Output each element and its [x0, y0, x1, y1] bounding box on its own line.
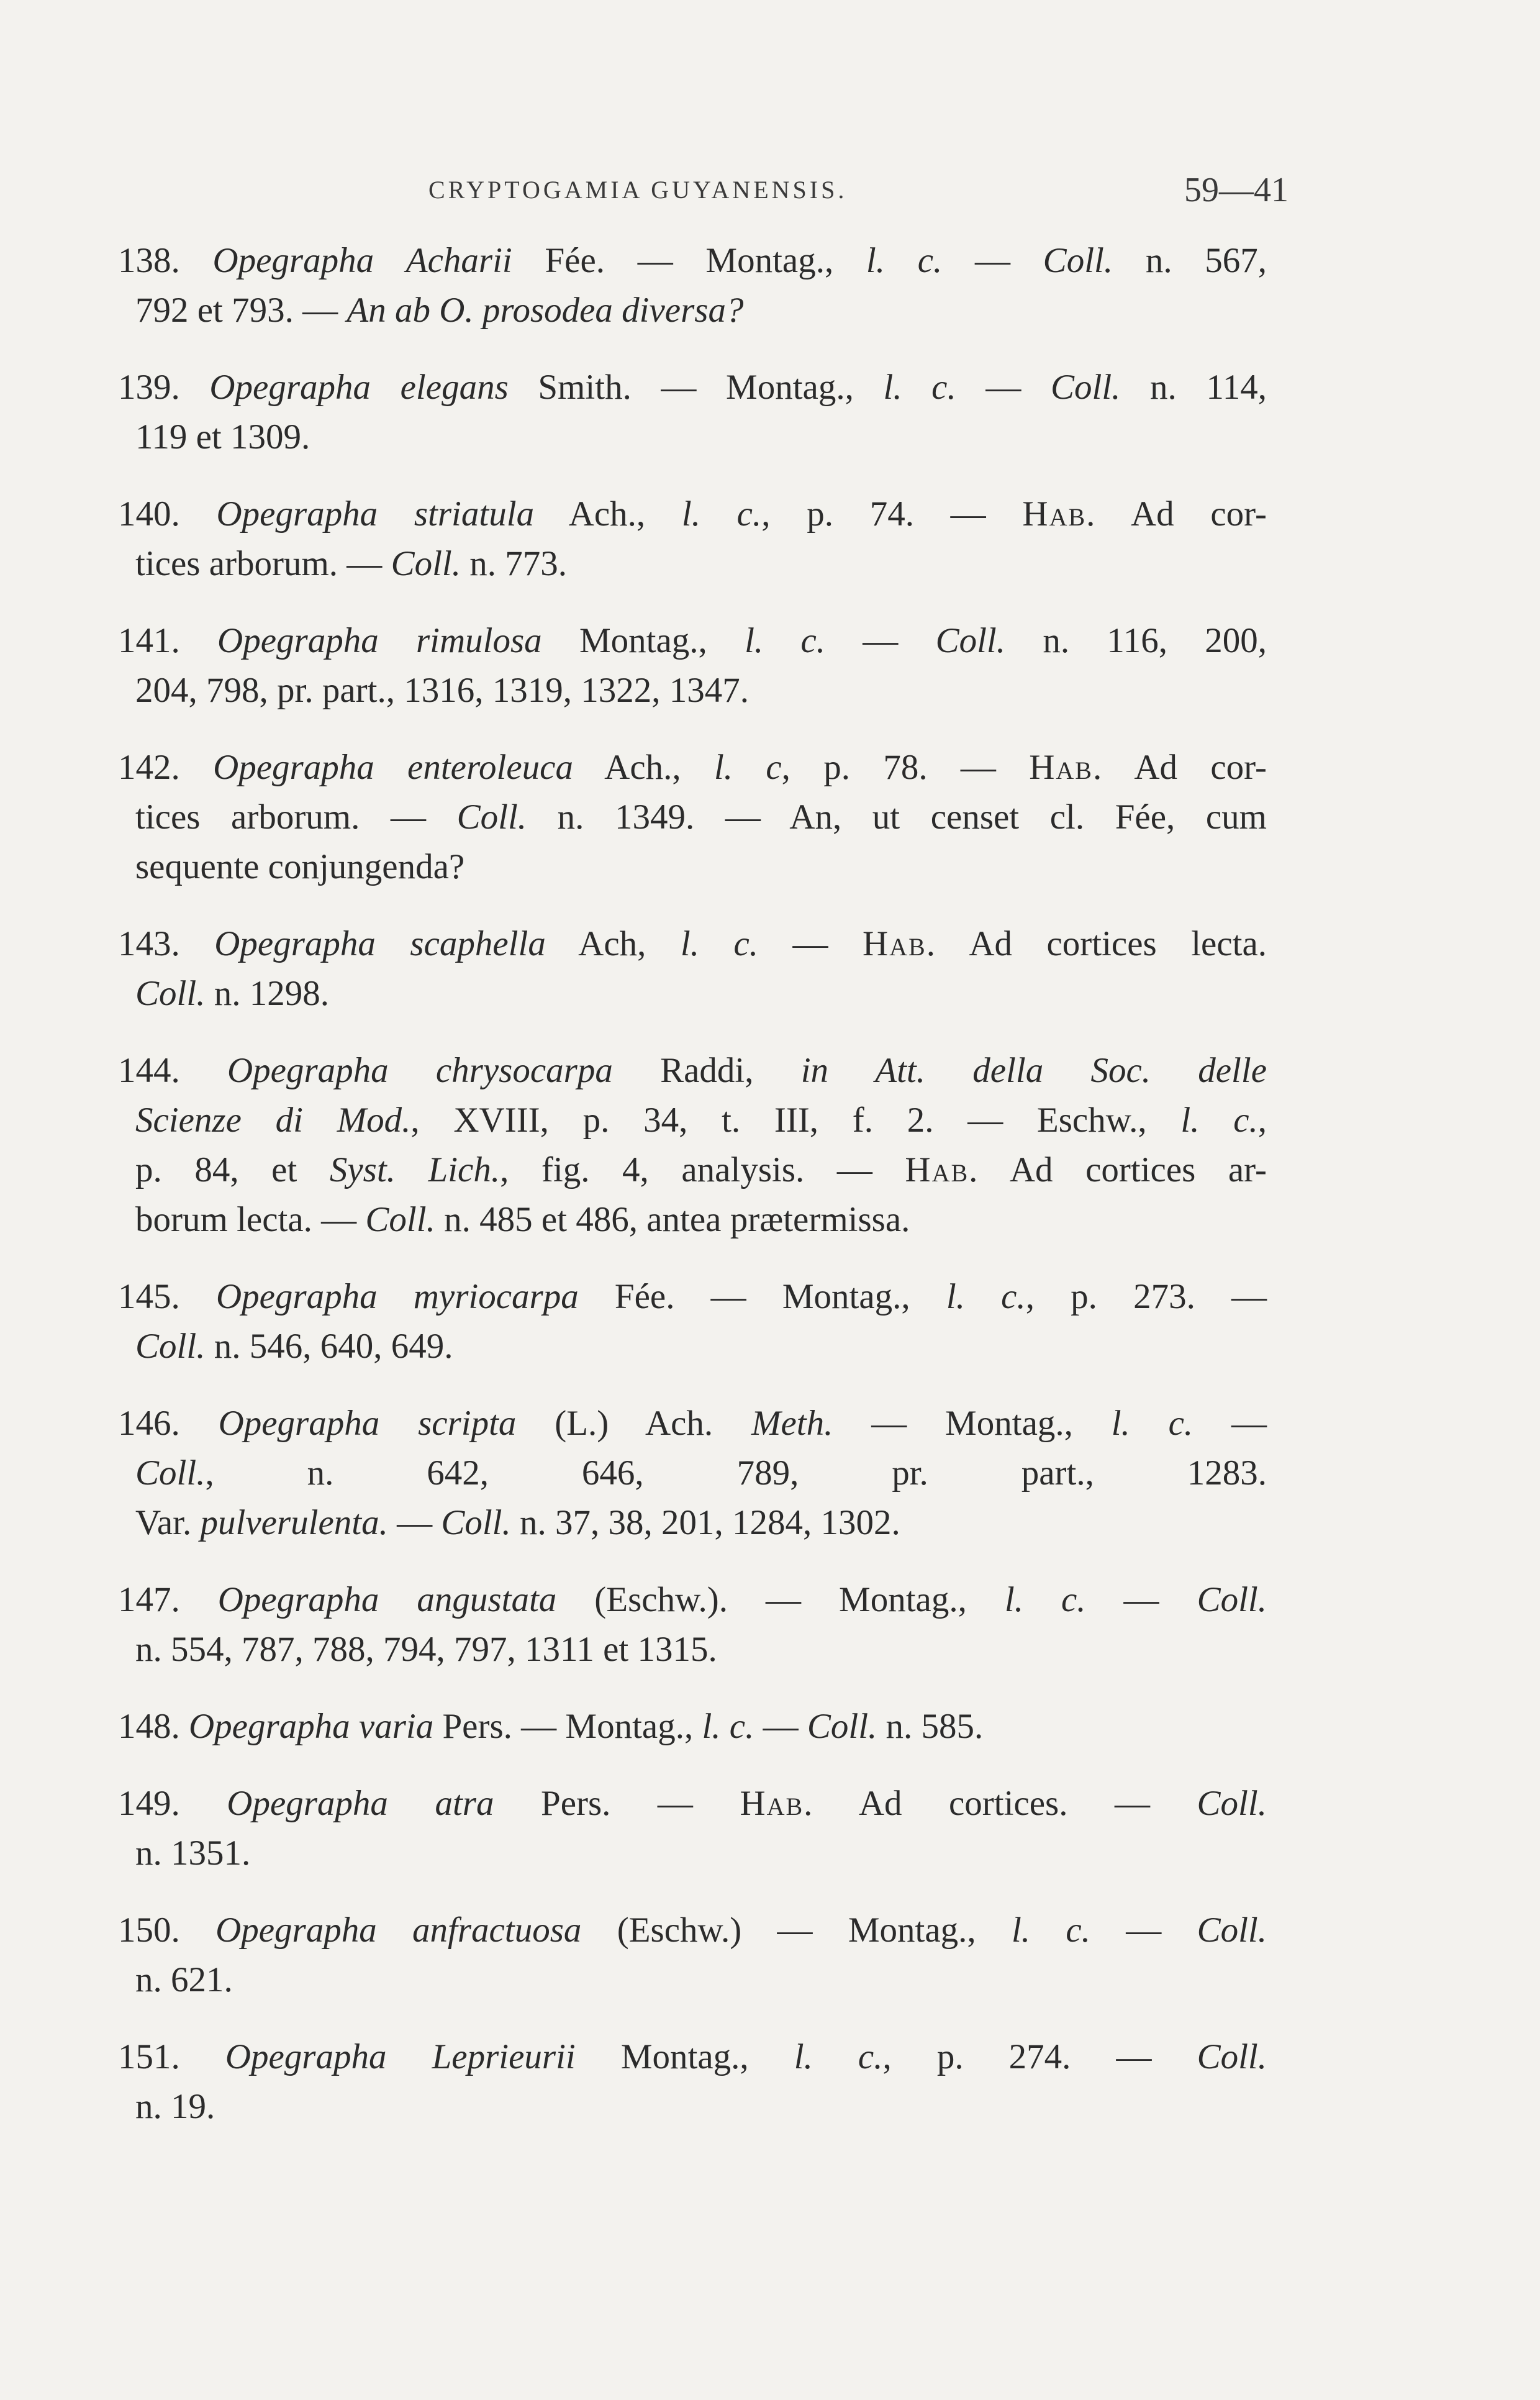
text-run: , n. 642, 646, 789, pr. part., 1283. — [205, 1453, 1267, 1493]
text-run: 151. — [118, 2037, 225, 2076]
entry-paragraph — [118, 1906, 1267, 2005]
text-run: l. c. — [702, 1707, 754, 1746]
entry-line — [118, 1448, 1267, 1498]
text-run: n. 585. — [877, 1707, 984, 1746]
entry-line — [118, 1399, 1267, 1448]
text-run: Raddi, — [612, 1051, 801, 1090]
text-run: Opegrapha enteroleuca — [213, 748, 573, 787]
entry-line — [118, 1096, 1267, 1145]
text-run: l. c. — [1004, 1580, 1086, 1619]
text-run: Ach., — [573, 748, 714, 787]
entry-line — [118, 2082, 1267, 2132]
text-run: l. c. — [883, 368, 956, 407]
text-run: Montag., — [575, 2037, 794, 2076]
text-run: n. 37, 38, 201, 1284, 1302. — [510, 1503, 900, 1542]
text-run: Coll. — [456, 798, 527, 837]
entry-paragraph — [118, 919, 1267, 1019]
text-run: , p. 273. — — [1025, 1277, 1267, 1316]
entry-list — [118, 236, 1267, 2159]
text-run: Opegrapha Acharii — [212, 241, 512, 280]
entry-line — [118, 743, 1267, 793]
text-run: Opegrapha Leprieurii — [225, 2037, 576, 2076]
text-run: — — [956, 368, 1051, 407]
entry-line — [118, 236, 1267, 286]
text-run: , p. 74. — — [761, 494, 1023, 534]
entry-line — [118, 1575, 1267, 1625]
text-run: Coll. — [391, 544, 461, 583]
text-run: Coll. — [935, 621, 1006, 660]
text-run: n. 546, 640, 649. — [205, 1327, 453, 1366]
text-run: Opegrapha angustata — [217, 1580, 557, 1619]
text-run: — — [825, 621, 936, 660]
text-run: — — [387, 1503, 442, 1542]
entry-paragraph — [118, 1399, 1267, 1548]
entry-line — [118, 539, 1267, 589]
text-run: Opegrapha chrysocarpa — [227, 1051, 613, 1090]
entry-line — [118, 616, 1267, 666]
entry-line — [118, 1046, 1267, 1096]
text-run: — — [1090, 1911, 1197, 1950]
text-run: n. 1351. — [135, 1834, 251, 1873]
text-run: Ad cortices lecta. — [936, 924, 1267, 963]
page-header — [134, 171, 1289, 212]
text-run: l. c. — [1011, 1911, 1090, 1950]
entry-line — [118, 1779, 1267, 1829]
entry-paragraph — [118, 616, 1267, 716]
text-run: Coll. — [1197, 1784, 1267, 1823]
text-run: l. c. — [681, 494, 762, 534]
text-run: Hab. — [1029, 748, 1103, 787]
text-run: Ach., — [534, 494, 682, 534]
entry-line — [118, 1906, 1267, 1955]
text-run: Opegrapha rimulosa — [217, 621, 542, 660]
entry-paragraph — [118, 489, 1267, 589]
text-run: l. c. — [1180, 1101, 1258, 1140]
entry-paragraph — [118, 1702, 1267, 1752]
entry-line — [118, 969, 1267, 1019]
text-run: 149. — [118, 1784, 227, 1823]
text-run: Hab. — [740, 1784, 814, 1823]
text-run: 119 et 1309. — [135, 417, 310, 457]
text-run: Coll. — [1043, 241, 1113, 280]
entry-line — [118, 1272, 1267, 1322]
text-run: Opegrapha scripta — [218, 1404, 517, 1443]
text-run: (Eschw.) — Montag., — [581, 1911, 1012, 1950]
entry-line — [118, 1195, 1267, 1245]
entry-line — [118, 1322, 1267, 1371]
text-run: Coll. — [365, 1200, 435, 1239]
entry-line — [118, 793, 1267, 842]
text-run: Opegrapha varia — [189, 1707, 434, 1746]
text-run: tices arborum. — — [135, 798, 457, 837]
text-run: Coll. — [1197, 1580, 1267, 1619]
text-run: n. 116, 200, — [1005, 621, 1267, 660]
text-run: Opegrapha striatula — [216, 494, 535, 534]
text-run: l. c — [713, 748, 782, 787]
text-run: 138. — [118, 241, 213, 280]
entry-line — [118, 1625, 1267, 1675]
entry-line — [118, 412, 1267, 462]
entry-line — [118, 919, 1267, 969]
text-run: Pers. — — [494, 1784, 740, 1823]
text-run: — Montag., — [833, 1404, 1112, 1443]
text-run: Ad cor- — [1096, 494, 1267, 534]
text-run: 140. — [118, 494, 217, 534]
text-run: Coll. — [135, 974, 206, 1013]
entry-line — [118, 286, 1267, 335]
text-run: p. 84, et — [135, 1150, 330, 1189]
text-run: Montag., — [541, 621, 745, 660]
entry-line — [118, 363, 1267, 412]
text-run: in Att. della Soc. delle — [800, 1051, 1267, 1090]
text-run: Coll. — [1197, 1911, 1267, 1950]
text-run: n. 1298. — [205, 974, 329, 1013]
text-run: Syst. Lich. — [329, 1150, 500, 1189]
text-run: 147. — [118, 1580, 218, 1619]
text-run: Opegrapha myriocarpa — [215, 1277, 579, 1316]
text-run: Opegrapha elegans — [209, 368, 509, 407]
text-run: Coll. — [135, 1453, 206, 1493]
text-run: , — [1257, 1101, 1267, 1140]
text-run: Coll. — [441, 1503, 511, 1542]
text-run: sequente conjungenda? — [135, 847, 465, 886]
entry-paragraph — [118, 1272, 1267, 1371]
text-run: l. c. — [1111, 1404, 1194, 1443]
entry-line — [118, 1955, 1267, 2005]
text-run: n. 567, — [1113, 241, 1267, 280]
entry-paragraph — [118, 1779, 1267, 1878]
entry-line — [118, 1145, 1267, 1195]
entry-line — [118, 666, 1267, 716]
text-run: , XVIII, p. 34, t. III, f. 2. — Eschw., — [410, 1101, 1181, 1140]
text-run: 792 et 793. — — [135, 291, 347, 330]
text-run: 148. — [118, 1707, 189, 1746]
text-run: , p. 274. — — [882, 2037, 1197, 2076]
running-title: CRYPTOGAMIA GUYANENSIS. — [428, 176, 848, 204]
text-run: (L.) Ach. — [516, 1404, 752, 1443]
text-run: 142. — [118, 748, 214, 787]
text-run: — — [942, 241, 1043, 280]
text-run: n. 1349. — An, ut censet cl. Fée, cum — [527, 798, 1267, 837]
text-run: Fée. — Montag., — [578, 1277, 946, 1316]
entry-line — [118, 1498, 1267, 1548]
text-run: Var. — [135, 1503, 201, 1542]
text-run: Ach, — [545, 924, 681, 963]
text-run: Hab. — [1022, 494, 1097, 534]
text-run: — — [754, 1707, 807, 1746]
text-run: — — [1085, 1580, 1197, 1619]
text-run: l. c. — [946, 1277, 1026, 1316]
entry-paragraph — [118, 1046, 1267, 1245]
text-run: n. 114, — [1120, 368, 1267, 407]
text-run: — — [1193, 1404, 1267, 1443]
text-run: n. 485 et 486, antea prætermissa. — [435, 1200, 910, 1239]
text-run: l. c. — [745, 621, 825, 660]
entry-paragraph — [118, 236, 1267, 335]
text-run: Ad cortices ar- — [979, 1150, 1267, 1189]
entry-line — [118, 2032, 1267, 2082]
text-run: 144. — [118, 1051, 227, 1090]
text-run: , p. 78. — — [781, 748, 1030, 787]
text-run: l. c. — [794, 2037, 883, 2076]
text-run: Hab. — [863, 924, 936, 963]
text-run: tices arborum. — — [135, 544, 391, 583]
text-run: Ad cor- — [1103, 748, 1267, 787]
text-run: 145. — [118, 1277, 216, 1316]
text-run: 143. — [118, 924, 215, 963]
text-run: Opegrapha atra — [227, 1784, 494, 1823]
text-run: Coll. — [135, 1327, 206, 1366]
text-run: Coll. — [807, 1707, 877, 1746]
text-run: n. 621. — [135, 1960, 233, 1999]
text-run: n. 773. — [461, 544, 568, 583]
text-run: Coll. — [1050, 368, 1121, 407]
text-run: n. 554, 787, 788, 794, 797, 1311 et 1315. — [135, 1630, 717, 1669]
text-run: Pers. — Montag., — [433, 1707, 702, 1746]
text-run: An ab O. prosodea diversa? — [346, 291, 744, 330]
text-run: (Eschw.). — Montag., — [556, 1580, 1005, 1619]
entry-line — [118, 489, 1267, 539]
text-run: 150. — [118, 1911, 216, 1950]
text-run: l. c. — [680, 924, 759, 963]
entry-paragraph — [118, 1575, 1267, 1675]
text-run: Opegrapha scaphella — [214, 924, 546, 963]
text-run: borum lecta. — — [135, 1200, 366, 1239]
text-run: 146. — [118, 1404, 219, 1443]
text-run: Ad cortices. — — [813, 1784, 1197, 1823]
text-run: Scienze di Mod. — [135, 1101, 411, 1140]
text-run: , fig. 4, analysis. — — [500, 1150, 905, 1189]
text-run: 139. — [118, 368, 210, 407]
text-run: Opegrapha anfractuosa — [215, 1911, 582, 1950]
text-run: Fée. — Montag., — [512, 241, 866, 280]
text-run: Smith. — Montag., — [508, 368, 884, 407]
entry-line — [118, 1829, 1267, 1878]
text-run: pulverulenta. — [200, 1503, 388, 1542]
text-run: Coll. — [1197, 2037, 1267, 2076]
entry-paragraph — [118, 2032, 1267, 2132]
text-run: Meth. — [751, 1404, 833, 1443]
text-run: 204, 798, pr. part., 1316, 1319, 1322, 1347. — [135, 671, 749, 710]
entry-line — [118, 1702, 1267, 1752]
text-run: Hab. — [905, 1150, 979, 1189]
text-run: — — [758, 924, 863, 963]
entry-paragraph — [118, 363, 1267, 462]
entry-line — [118, 842, 1267, 892]
page-number: 59—41 — [1184, 171, 1289, 209]
entry-paragraph — [118, 743, 1267, 892]
text-run: l. c. — [866, 241, 943, 280]
text-run: n. 19. — [135, 2087, 215, 2126]
text-run: 141. — [118, 621, 218, 660]
